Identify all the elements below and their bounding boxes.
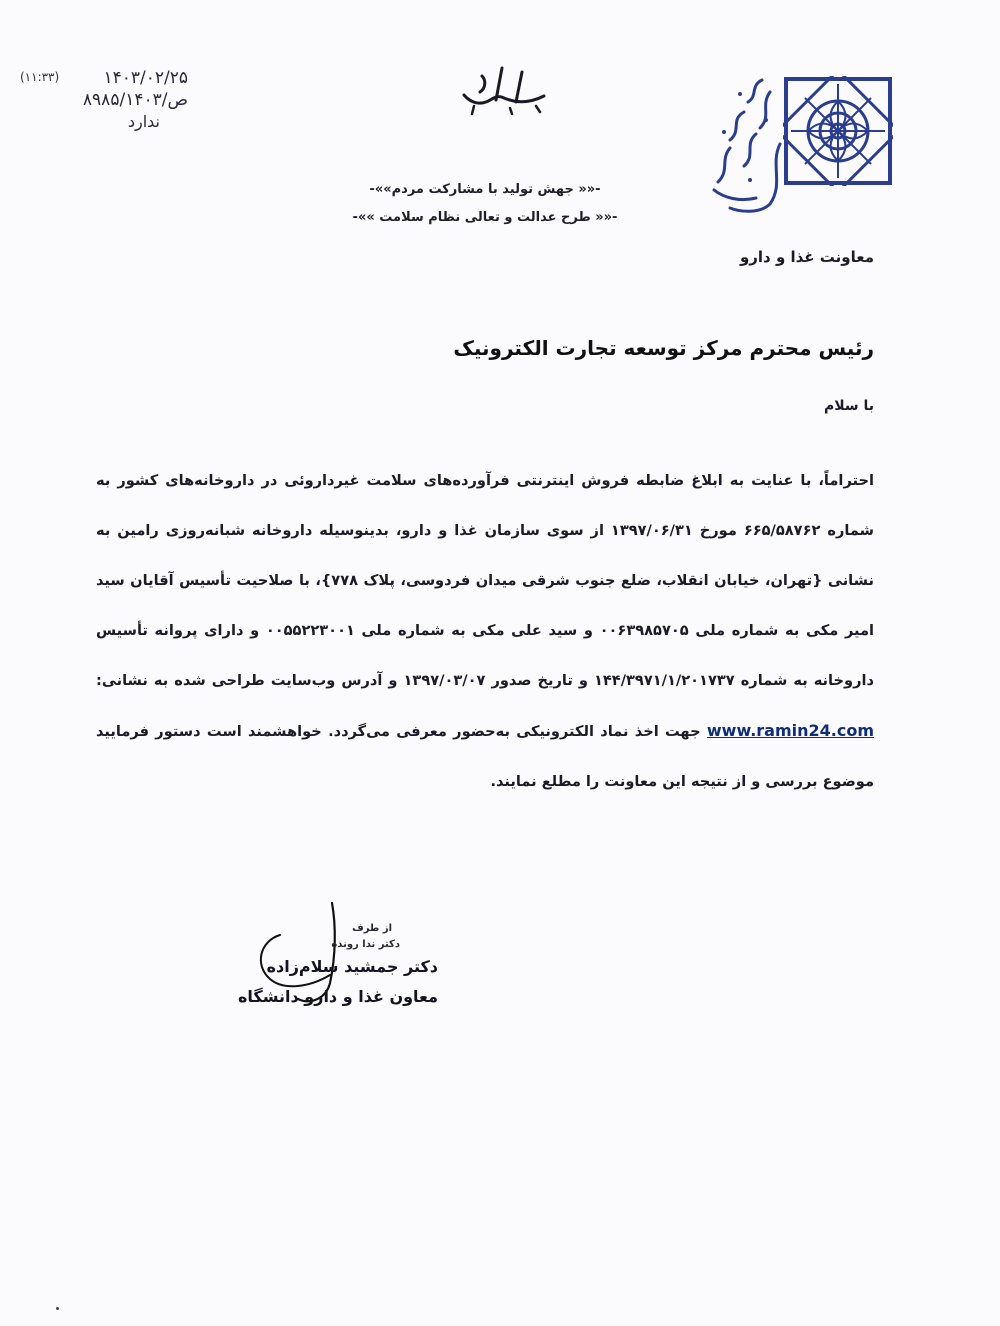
- recipient: رئیس محترم مرکز توسعه تجارت الکترونیک: [453, 336, 874, 360]
- university-name-calligraphy: [700, 72, 790, 222]
- body-text-part-2: جهت اخذ نماد الکترونیکی به‌حضور معرفی می‌گردد. خواهشمند است دستور فرمایید موضوع بررسی و از نتیجه این معاونت را مطلع نمایند.: [96, 723, 874, 790]
- greeting: با سلام: [823, 398, 874, 414]
- department-name: معاونت غذا و دارو: [739, 248, 874, 266]
- body-text-part-1: احتراماً، با عنایت به ابلاغ ضابطه فروش اینترنتی فرآورده‌های سلامت غیرداروئی در داروخانه‌های کشور به شماره ۶۶۵/۵۸۷۶۲ مورخ ۱۳۹۷/۰۶/۳۱ از سوی سازمان غذا و دارو، بدینوسیله داروخانه شبانه‌روزی رامین به نشانی {تهران، خیابان انقلاب، ضلع جنوب شرقی میدان فردوسی، پلاک ۷۷۸}، با صلاحیت تأسیس آقایان سید امیر مکی به شماره ملی ۰۰۶۳۹۸۵۷۰۵ و سید علی مکی به شماره ملی ۰۰۵۵۲۲۳۰۰۱ و دارای پروانه تأسیس داروخانه به شماره ۱۴۴/۳۹۷۱/۱/۲۰۱۷۳۷ و تاریخ صدور ۱۳۹۷/۰۳/۰۷ و آدرس وب‌سایت طراحی شده به نشانی:: [96, 472, 875, 689]
- letter-body: [96, 456, 874, 807]
- attachment-status: ندارد: [127, 112, 160, 131]
- website-link[interactable]: www.ramin24.com: [706, 721, 874, 740]
- slogans: [320, 176, 650, 232]
- besmeh-calligraphy: [452, 62, 552, 120]
- slogan-line-1: -«« جهش تولید با مشارکت مردم»»-: [369, 182, 601, 197]
- deputy-note: دکتر ندا رونده: [331, 939, 400, 950]
- letter-metadata: [20, 68, 190, 134]
- letter-date: ۱۴۰۳/۰۲/۲۵: [103, 68, 188, 88]
- university-logo-icon: [783, 76, 893, 186]
- registration-time: (۱۱:۳۳): [20, 70, 60, 84]
- signatory-title: معاون غذا و دارو دانشگاه: [237, 987, 438, 1006]
- on-behalf-label: از طرف: [352, 923, 392, 934]
- signature-block: [200, 895, 440, 1025]
- slogan-line-2: -«« طرح عدالت و تعالی نظام سلامت »»-: [352, 210, 618, 225]
- letter-number: ۸۹۸۵/ص/۱۴۰۳: [82, 90, 188, 110]
- signatory-name: دکتر جمشید سلام‌زاده: [266, 957, 438, 976]
- scan-speck: [56, 1307, 59, 1310]
